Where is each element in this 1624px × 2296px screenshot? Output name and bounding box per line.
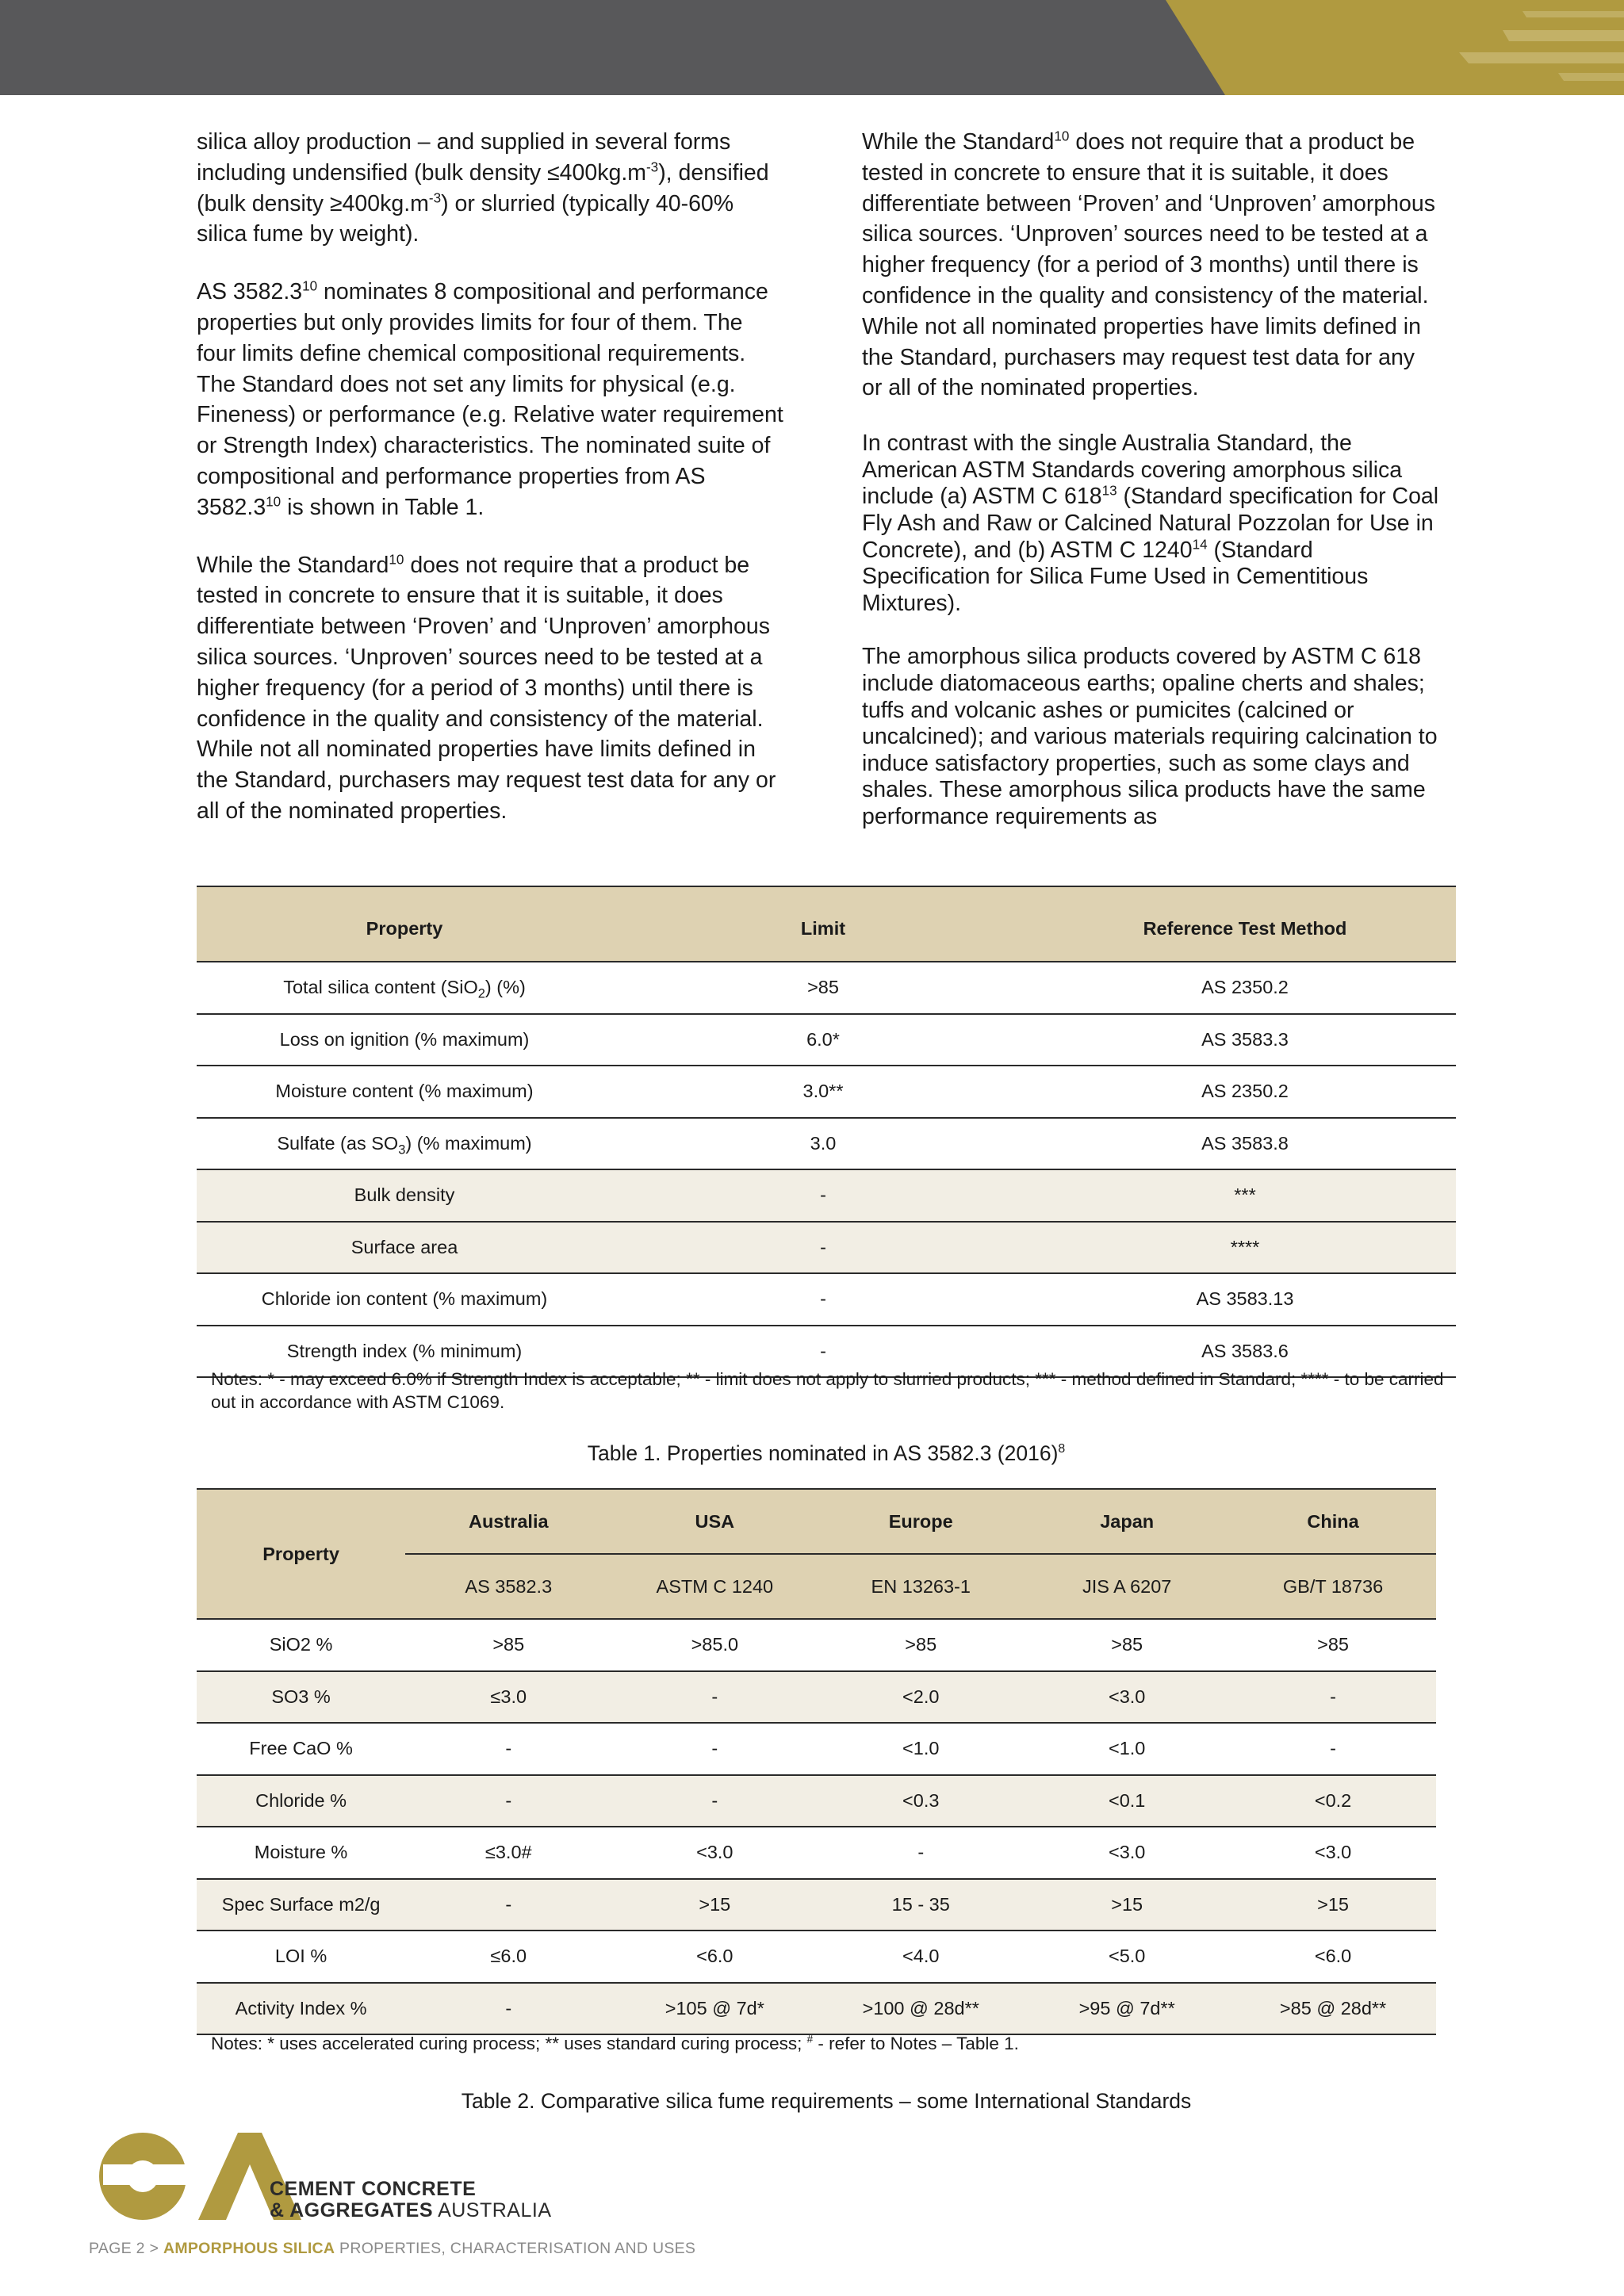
table-cell: >85 @ 28d** [1230,1983,1436,2035]
table-cell: Total silica content (SiO$_2$) (%) [197,962,612,1014]
table-cell: - [405,1983,611,2035]
table-cell: <6.0 [611,1931,818,1983]
table-cell: Chloride % [197,1775,405,1827]
table-cell: >85 [1024,1619,1230,1671]
table-row [197,1671,1436,1724]
table-2 [197,1488,1436,2035]
table-cell: - [818,1827,1024,1879]
table-row [197,1066,1456,1118]
table-cell: - [612,1273,1034,1326]
table-cell: - [611,1775,818,1827]
table-1-header-limit: Limit [612,886,1034,962]
table-row [197,1222,1456,1274]
table-2-caption: Table 2. Comparative silica fume requirements – some International Standards [461,2089,1192,2113]
table-2-country-header-row [197,1489,1436,1554]
table-cell: Strength index (% minimum) [197,1326,612,1378]
table-cell: Sulfate (as $SO_3$) (% maximum) [197,1118,612,1170]
table-cell: - [405,1879,611,1931]
table-row [197,1273,1456,1326]
table-1-caption: Table 1. Properties nominated in AS 3582.3 $(2016)^8$ [587,1441,1066,1465]
table-cell: <0.2 [1230,1775,1436,1827]
table-cell: AS 3583.8 [1034,1118,1456,1170]
logo-wordmark [270,2179,552,2221]
right-paragraph-1: While the Standard$^{10}$ does not require that a product be tested in concrete to ensure that it is suitable, it does differentiate between ‘Proven’ and ‘Unproven’ amorphous silica sources. ‘Unproven’ sources need to be tested at a higher frequency (for a period of 3 months) until there is confidence in the quality and consistency of the material. While not all nominated properties have limits defined in the Standard, purchasers may request test data for any or all of the nominated properties. [862,128,1435,401]
table-cell: >85 [405,1619,611,1671]
table-2-header-country: USA [611,1489,818,1554]
table-cell: <6.0 [1230,1931,1436,1983]
table-cell: - [1230,1723,1436,1775]
table-cell: <3.0 [1024,1671,1230,1724]
table-cell: <4.0 [818,1931,1024,1983]
left-column [197,127,783,854]
table-cell: 6.0* [612,1014,1034,1066]
table-cell: Loss on ignition (% maximum) [197,1014,612,1066]
table-2-header-standard: JIS A 6207 [1024,1554,1230,1619]
table-2-header-standard: AS 3582.3 [405,1554,611,1619]
table-2-header-country: Europe [818,1489,1024,1554]
table-cell: ≤6.0 [405,1931,611,1983]
table-row [197,1931,1436,1983]
table-1-header-property: Property [197,886,612,962]
page-footer: PAGE 2 > AMPORPHOUS SILICA PROPERTIES, CHARACTERISATION AND USES [89,2240,696,2257]
table-cell: >15 [1024,1879,1230,1931]
table-cell: 3.0** [612,1066,1034,1118]
table-row [197,1775,1436,1827]
table-cell: >85 [818,1619,1024,1671]
table-cell: *** [1034,1169,1456,1222]
table-cell: Chloride ion content (% maximum) [197,1273,612,1326]
table-cell: >85 [612,962,1034,1014]
table-cell: <1.0 [1024,1723,1230,1775]
table-2-header-country: Japan [1024,1489,1230,1554]
table-cell: - [612,1326,1034,1378]
table-1-header-method: Reference Test Method [1034,886,1456,962]
table-cell: Moisture content (% maximum) [197,1066,612,1118]
table-cell: - [611,1671,818,1724]
table-cell: SiO2 % [197,1619,405,1671]
table-row [197,1118,1456,1170]
table-cell: >85.0 [611,1619,818,1671]
table-cell: <0.3 [818,1775,1024,1827]
table-cell: AS 3583.13 [1034,1273,1456,1326]
table-cell: <3.0 [611,1827,818,1879]
table-2-header-standard: ASTM C 1240 [611,1554,818,1619]
table-row [197,1879,1436,1931]
table-1 [197,886,1456,1378]
table-cell: >100 @ 28d** [818,1983,1024,2035]
logo-line-1: CEMENT CONCRETE [270,2178,477,2200]
table-row [197,1014,1456,1066]
table-row [197,1827,1436,1879]
left-paragraph-2: AS 3582.3$^{10}$ nominates 8 compositional and performance properties but only provides limits for four of them. The four limits define chemical compositional requirements. The Standard does not set any limits for physical (e.g. Fineness) or performance (e.g. Relative water requirement or Strength Index) characteristics. The nominated suite of compositional and performance properties from AS 3582.3$^{10}$ is shown in Table 1. [197,278,783,520]
table-cell: >95 @ 7d** [1024,1983,1230,2035]
table-2-header-standard: GB/T 18736 [1230,1554,1436,1619]
table-cell: Bulk density [197,1169,612,1222]
table-cell: <3.0 [1024,1827,1230,1879]
table-cell: ≤3.0 [405,1671,611,1724]
table-row [197,962,1456,1014]
table-cell: 15 - 35 [818,1879,1024,1931]
left-paragraph-3: While the Standard$^{10}$ does not require that a product be tested in concrete to ensure that it is suitable, it does differentiate between ‘Proven’ and ‘Unproven’ amorphous silica sources. ‘Unproven’ sources need to be tested at a higher frequency (for a period of 3 months) until there is confidence in the quality and consistency of the material. While not all nominated properties have limits defined in the Standard, purchasers may request test data for any or all of the nominated properties. [197,552,776,824]
table-2-header-standard: EN 13263-1 [818,1554,1024,1619]
table-2-header-country: China [1230,1489,1436,1554]
table-cell: >85 [1230,1619,1436,1671]
table-cell: AS 3583.6 [1034,1326,1456,1378]
table-row [197,1169,1456,1222]
header-gold-stripes [0,0,1624,95]
table-cell: ≤3.0# [405,1827,611,1879]
left-paragraph-1: silica alloy production – and supplied in several forms including undensified (bulk density $\le 400kg.m^{-3}$), densified (bulk density $\ge 400kg.m^{-3}$) or slurried (typically 40-60% silica fume by weight). [197,129,769,247]
table-row [197,1983,1436,2035]
table-1-notes: Notes: * - may exceed 6.0% if Strength Index is acceptable; ** - limit does not apply to slurried products; *** - method defined in Standard; **** - to be carried out in accordance with ASTM C1069. [211,1369,1444,1412]
table-2-header-property: Property [197,1489,405,1619]
table-cell: **** [1034,1222,1456,1274]
table-row [197,1619,1436,1671]
table-cell: AS 2350.2 [1034,962,1456,1014]
table-cell: >15 [611,1879,818,1931]
table-cell: - [612,1222,1034,1274]
table-cell: - [405,1723,611,1775]
table-cell: AS 2350.2 [1034,1066,1456,1118]
table-cell: SO3 % [197,1671,405,1724]
table-cell: Moisture % [197,1827,405,1879]
table-row [197,1723,1436,1775]
table-cell: Spec Surface m2/g [197,1879,405,1931]
table-cell: Activity Index % [197,1983,405,2035]
table-cell: <3.0 [1230,1827,1436,1879]
table-cell: Free CaO % [197,1723,405,1775]
table-cell: LOI % [197,1931,405,1983]
table-cell: <1.0 [818,1723,1024,1775]
table-2-header-country: Australia [405,1489,611,1554]
right-paragraph-2: In contrast with the single Australia Standard, the American ASTM Standards covering amorphous silica include (a) ASTM C $618^{13}$ (Standard specification for Coal Fly Ash and Raw or Calcined Natural Pozzolan for Use in Concrete), and (b) ASTM C 1240$^{14}$ (Standard Specification for Silica Fume Used in Cementitious Mixtures). [862,430,1439,616]
table-cell: - [611,1723,818,1775]
table-cell: - [612,1169,1034,1222]
logo-line-2: & AGGREGATES AUSTRALIA [270,2199,552,2221]
table-1-header-row [197,886,1456,962]
table-cell: AS 3583.3 [1034,1014,1456,1066]
table-cell: <5.0 [1024,1931,1230,1983]
table-cell: 3.0 [612,1118,1034,1170]
right-paragraph-3: The amorphous silica products covered by ASTM C 618 include diatomaceous earths; opaline cherts and shales; tuffs and volcanic ashes or pumicites (calcined or uncalcined); and various materials requiring calcination to induce satisfactory properties, such as some clays and shales. These amorphous silica products have the same performance requirements as [862,644,1438,829]
header-bar [0,0,1624,95]
table-cell: >15 [1230,1879,1436,1931]
table-cell: - [405,1775,611,1827]
table-cell: - [1230,1671,1436,1724]
table-cell: <0.1 [1024,1775,1230,1827]
right-column [862,127,1441,857]
table-cell: Surface area [197,1222,612,1274]
table-cell: <2.0 [818,1671,1024,1724]
table-cell: >105 @ 7d* [611,1983,818,2035]
table-2-notes: Notes: * uses accelerated curing process; ** uses standard curing process; # - refer to Notes – Table 1. [211,2033,1019,2053]
